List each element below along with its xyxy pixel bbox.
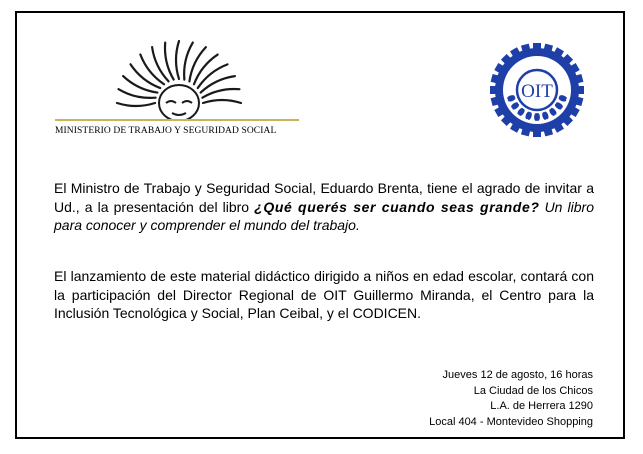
sun-ray bbox=[202, 89, 239, 98]
invitation-card bbox=[15, 11, 625, 439]
event-details bbox=[429, 368, 593, 430]
ministry-underline bbox=[55, 119, 299, 121]
gear-tooth bbox=[533, 43, 541, 52]
event-venue: La Ciudad de los Chicos bbox=[473, 384, 593, 397]
book-title: ¿Qué querés ser cuando seas grande? bbox=[254, 198, 540, 215]
invitation-paragraph-2: El lanzamiento de este material didáctico dirigido a niños en edad escolar, contará con la participación del Director Regional de OIT Guillermo Miranda, el Centro para la Inclusión Tecnológica y Social, Plan Ceibal, y el CODICEN. bbox=[54, 268, 594, 321]
sun-ray bbox=[203, 100, 241, 103]
event-date: Jueves 12 de agosto, 16 horas bbox=[442, 369, 593, 381]
event-address: L.A. de Herrera 1290 bbox=[490, 400, 593, 412]
invitation-paragraph-1 bbox=[54, 179, 594, 235]
event-location: Local 404 - Montevideo Shopping bbox=[429, 415, 593, 428]
gear-tooth bbox=[575, 86, 584, 94]
sun-ray bbox=[117, 103, 155, 106]
oit-logo bbox=[487, 40, 587, 140]
book-subtitle: Un libro para conocer y comprender el mundo del trabajo. bbox=[54, 198, 595, 233]
gear-tooth bbox=[533, 128, 541, 137]
oit-emblem-icon bbox=[487, 40, 587, 140]
oit-logo-text: OIT bbox=[521, 81, 553, 102]
ministry-logo bbox=[52, 31, 302, 146]
ministry-name: MINISTERIO DE TRABAJO Y SEGURIDAD SOCIAL bbox=[55, 126, 277, 136]
sun-ray bbox=[165, 43, 174, 80]
sun-ray bbox=[176, 41, 179, 79]
invitation-intro: El Ministro de Trabajo y Seguridad Social, Eduardo Brenta, tiene el agrado de invitar a Ud., a la presentación del libro bbox=[54, 180, 594, 215]
sun-emblem-icon bbox=[114, 31, 244, 123]
gear-tooth bbox=[490, 86, 499, 94]
